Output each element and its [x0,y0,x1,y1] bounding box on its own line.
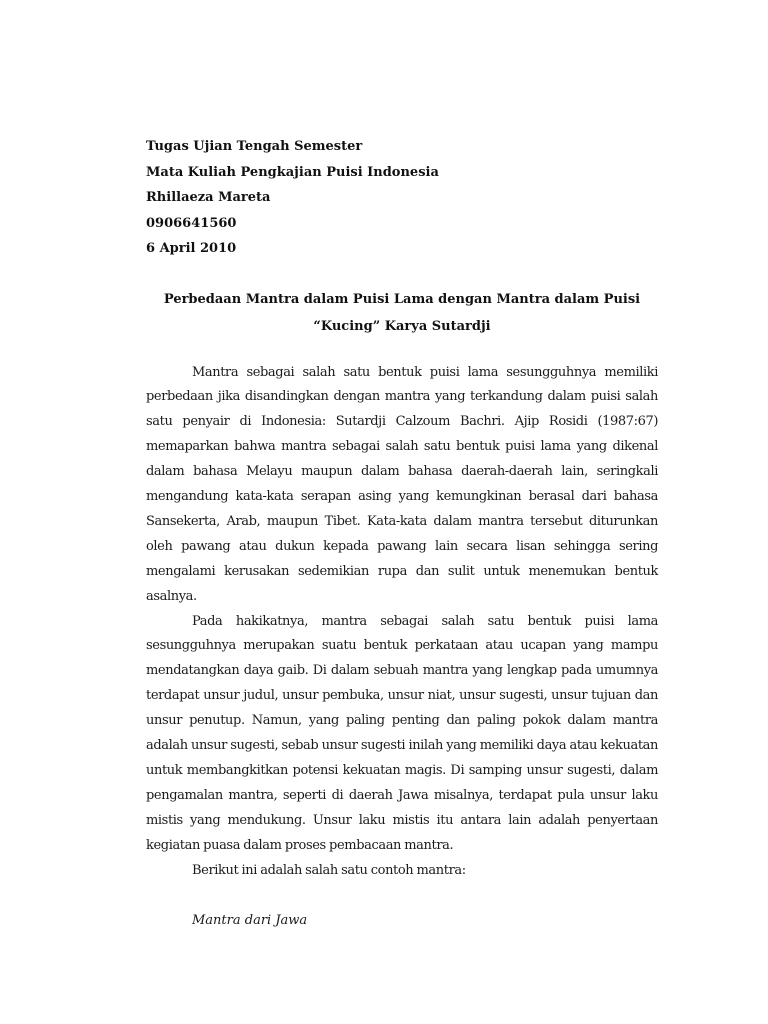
body-paragraph-1: Mantra sebagai salah satu bentuk puisi lama sesungguhnya memiliki perbedaan jika disandingkan dengan mantra yang terkandung dalam puisi salah satu penyair di Indonesia: Sutardji Calzoum Bachri. Ajip Rosidi (1987:67) memaparkan bahwa mantra sebagai salah satu bentuk puisi lama yang dikenal dalam bahasa Melayu maupun dalam bahasa daerah-daerah lain, seringkali mengandung kata-kata serapan asing yang kemungkinan berasal dari bahasa Sansekerta, Arab, maupun Tibet. Kata-kata dalam mantra tersebut diturunkan oleh pawang atau dukun kepada pawang lain secara lisan sehingga sering mengalami kerusakan sedemikian rupa dan sulit untuk menemukan bentuk asalnya. [146,364,658,604]
page-content [146,134,658,933]
section-subheading: Mantra dari Jawa [192,912,308,928]
header-course-type: Tugas Ujian Tengah Semester [146,139,363,154]
body-paragraph-3: Berikut ini adalah salah satu contoh mantra: [192,862,466,878]
header-student-name: Rhillaeza Mareta [146,190,271,205]
document-body [146,361,658,884]
header-student-id: 0906641560 [146,215,237,231]
header-course-name: Mata Kuliah Pengkajian Puisi Indonesia [146,164,439,180]
assignment-header [146,134,658,262]
title-line-1: Perbedaan Mantra dalam Puisi Lama dengan Mantra dalam Puisi [163,291,641,307]
document-title [146,286,658,340]
title-line-2: “Kucing” Karya Sutardji [313,318,491,334]
body-paragraph-2: Pada hakikatnya, mantra sebagai salah satu bentuk puisi lama sesungguhnya merupakan suatu bentuk perkataan atau ucapan yang mampu mendatangkan daya gaib. Di dalam sebuah mantra yang lengkap pada umumnya terdapat unsur judul, unsur pembuka, unsur niat, unsur sugesti, unsur tujuan dan unsur penutup. Namun, yang paling penting dan paling pokok dalam mantra adalah unsur sugesti, sebab unsur sugesti inilah yang memiliki daya atau kekuatan untuk membangkitkan potensi kekuatan magis. Di samping unsur sugesti, dalam pengamalan mantra, seperti di daerah Jawa misalnya, terdapat pula unsur laku mistis yang mendukung. Unsur laku mistis itu antara lain adalah penyertaan kegiatan puasa dalam proses pembacaan mantra. [146,613,658,853]
header-date: 6 April 2010 [146,241,237,256]
